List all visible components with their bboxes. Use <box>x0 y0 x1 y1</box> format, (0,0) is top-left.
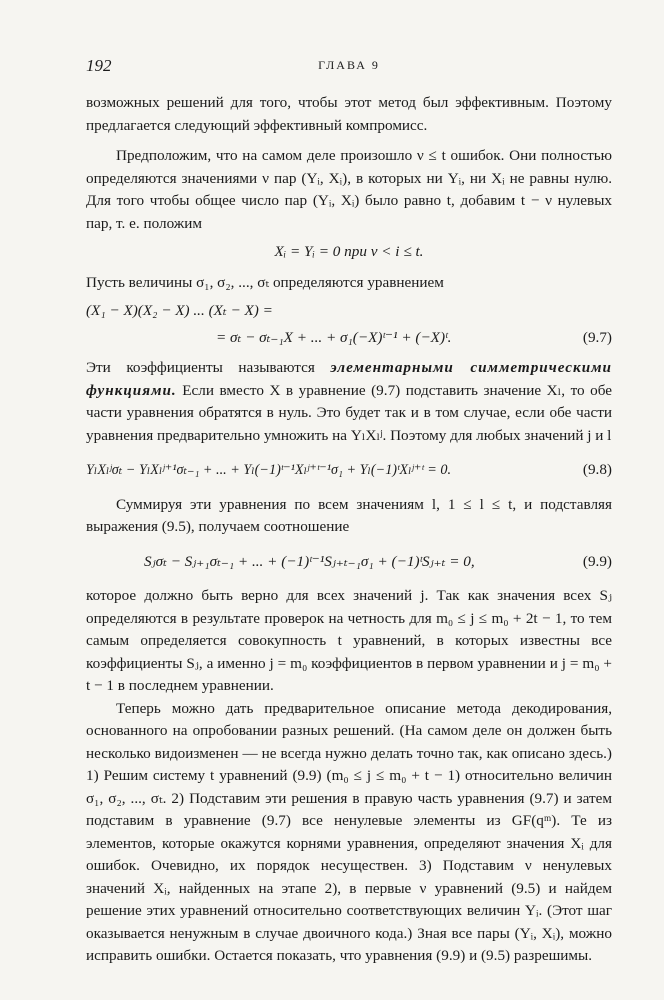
chapter-title: ГЛАВА 9 <box>318 58 380 72</box>
paragraph-4 <box>86 357 612 447</box>
paragraph-5: Суммируя эти уравнения по всем значениям l, 1 ≤ l ≤ t, и подставляя выражения (9.5), получаем соотношение <box>86 495 612 535</box>
formula-9-7-line2-row <box>86 327 612 350</box>
page-body <box>86 92 612 968</box>
paragraph-7: Теперь можно дать предварительное описание метода декодирования, основанного на опробовании разных решений. (На самом деле он должен быть несколько видоизменен — не всегда нужно делать точно так, как описано здесь.) 1) Решим систему t уравнений (9.9) (m₀ ≤ j ≤ m₀ + t − 1) относительно величин σ₁, σ₂, ..., σₜ. 2) Подставим эти решения в правую часть уравнения (9.7) и затем подставим в уравнение (9.7) все ненулевые элементы из GF(qᵐ). Те из элементов, которые окажутся корнями уравнения, определяют значения Xᵢ для ошибок. Очевидно, их порядок несуществен. 3) Подставим ν ненулевых значений Xᵢ, найденных на этапе 2), в первые ν уравнений (9.5) и найдем решение этих уравнений относительно соответствующих величин Yᵢ. (Этот шаг оказывается ненужным в случае двоичного кода.) Зная все пары (Yᵢ, Xᵢ), можно исправить ошибки. Остается показать, что уравнения (9.9) и (9.5) разрешимы. <box>86 699 612 964</box>
equation-number-9-8: (9.8) <box>582 461 612 478</box>
paragraph-1: возможных решений для того, чтобы этот метод был эффективным. Поэтому предлагается следующий эффективный компромисс. <box>86 94 612 134</box>
paragraph-4-after: Если вместо X в уравнение (9.7) подставить значение Xₗ, то обе части уравнения обратятся в нуль. Это будет так и в том случае, если обе части уравнения предварительно умножить на YₗXₗʲ. Поэтому для любых значений j и l <box>86 381 613 444</box>
paragraph-2: Предположим, что на самом деле произошло ν ≤ t ошибок. Они полностью определяются значениями ν пар (Yᵢ, Xᵢ), в которых ни Yᵢ, ни Xᵢ не равны нулю. Для того чтобы общее число пар (Yᵢ, Xᵢ) было равно t, добавим t − ν нулевых пар, т. е. положим <box>86 147 612 232</box>
paragraph-6: которое должно быть верно для всех значений j. Так как значения всех Sⱼ определяются в результате проверок на четность для m₀ ≤ j ≤ m₀ + 2t − 1, то тем самым определяется совокупность t уравнений, в которых известны все коэффициенты Sⱼ, а именно j = m₀ коэффициентов в первом уравнении и j = m₀ + t − 1 в последнем уравнении. <box>86 587 612 694</box>
formula-9-7 <box>86 300 612 349</box>
paragraph-4-before: Эти коэффициенты называются <box>86 359 315 376</box>
page-number: 192 <box>86 56 112 75</box>
formula-9-9-expr: Sⱼσₜ − Sⱼ₊₁σₜ₋₁ + ... + (−1)ᵗ⁻¹Sⱼ₊ₜ₋₁σ₁ + (−1)ᵗSⱼ₊ₜ = 0, <box>144 552 475 570</box>
page-header <box>86 56 612 78</box>
formula-9-7-line1: (X₁ − X)(X₂ − X) ... (Xₜ − X) = <box>86 302 273 319</box>
equation-number-9-7: (9.7) <box>582 328 612 346</box>
paragraph-4-term: элементарными симметрическими функциями. <box>86 359 613 399</box>
formula-9-8 <box>86 459 612 482</box>
formula-9-7-line2: = σₜ − σₜ₋₁X + ... + σ₁(−X)ᵗ⁻¹ + (−X)ᵗ. <box>216 328 452 346</box>
formula-9-9 <box>86 551 612 574</box>
paragraph-3: Пусть величины σ₁, σ₂, ..., σₜ определяются уравнением <box>86 273 444 291</box>
equation-number-9-9: (9.9) <box>582 552 612 570</box>
formula-zero-pairs: Xᵢ = Yᵢ = 0 при ν < i ≤ t. <box>274 243 424 260</box>
formula-9-8-expr: YₗXₗʲσₜ − YₗXₗʲ⁺¹σₜ₋₁ + ... + Yₗ(−1)ᵗ⁻¹Xₗʲ⁺ᵗ⁻¹σ₁ + Yₗ(−1)ᵗXₗʲ⁺ᵗ = 0. <box>86 462 452 478</box>
